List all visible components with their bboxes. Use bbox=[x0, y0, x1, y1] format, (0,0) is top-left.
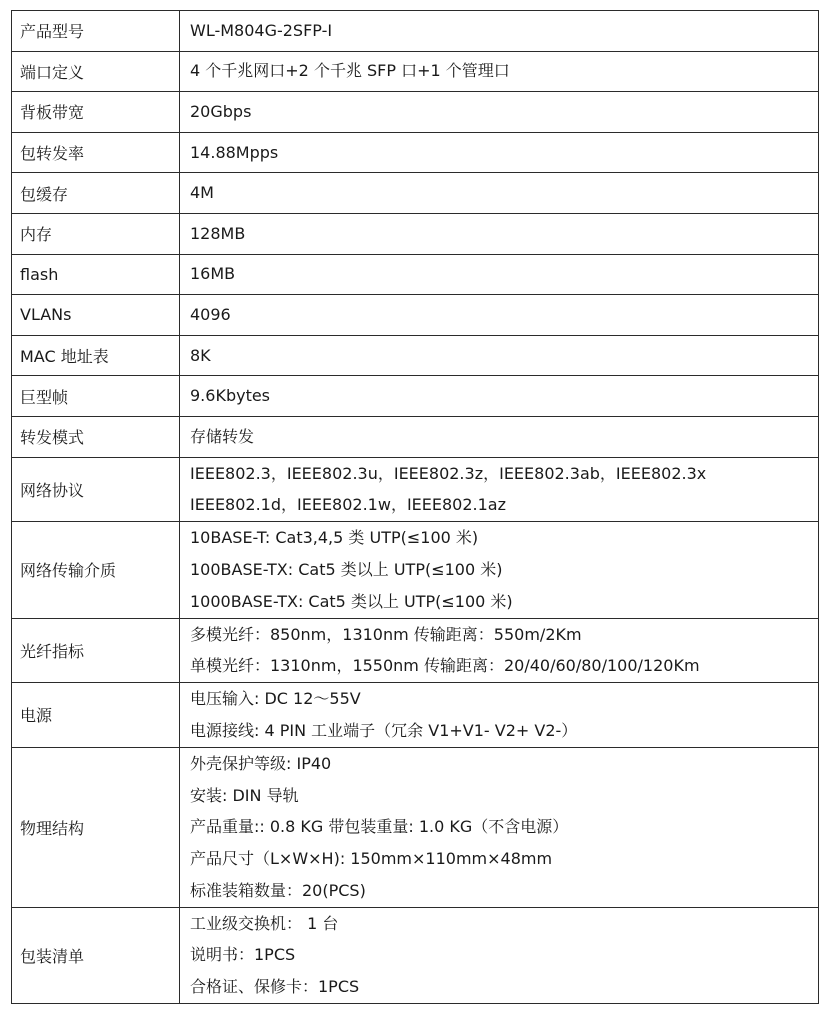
spec-value-line: 产品重量:: 0.8 KG 带包装重量: 1.0 KG（不含电源） bbox=[190, 817, 569, 837]
spec-value bbox=[180, 173, 819, 214]
spec-label: 网络传输介质 bbox=[12, 522, 180, 618]
spec-value bbox=[180, 295, 819, 336]
spec-value-line: 100BASE-TX: Cat5 类以上 UTP(≤100 米) bbox=[190, 559, 503, 579]
spec-value-line: WL-M804G-2SFP-I bbox=[190, 20, 333, 40]
spec-value bbox=[180, 51, 819, 92]
spec-value bbox=[180, 376, 819, 417]
spec-value bbox=[180, 416, 819, 457]
spec-value-line: 单模光纤：1310nm，1550nm 传输距离：20/40/60/80/100/120Km bbox=[190, 656, 700, 676]
spec-value-line: 9.6Kbytes bbox=[190, 386, 271, 406]
spec-label: 内存 bbox=[12, 213, 180, 254]
table-row bbox=[12, 618, 819, 683]
table-row bbox=[12, 254, 819, 295]
spec-value-line: 外壳保护等级: IP40 bbox=[190, 753, 332, 773]
spec-value-line: 电压输入: DC 12～55V bbox=[190, 689, 361, 709]
spec-label: 网络协议 bbox=[12, 457, 180, 522]
spec-label: 包缓存 bbox=[12, 173, 180, 214]
spec-value-line: 4 个千兆网口+2 个千兆 SFP 口+1 个管理口 bbox=[190, 61, 510, 81]
spec-value bbox=[180, 132, 819, 173]
spec-value-line: 128MB bbox=[190, 223, 246, 243]
spec-value-line: 1000BASE-TX: Cat5 类以上 UTP(≤100 米) bbox=[190, 591, 513, 611]
spec-label: 光纤指标 bbox=[12, 618, 180, 683]
spec-value bbox=[180, 522, 819, 618]
spec-table bbox=[11, 10, 819, 1004]
spec-label: 端口定义 bbox=[12, 51, 180, 92]
spec-value-line: 多模光纤：850nm，1310nm 传输距离：550m/2Km bbox=[190, 624, 582, 644]
spec-label: 包装清单 bbox=[12, 907, 180, 1003]
table-row bbox=[12, 213, 819, 254]
table-row bbox=[12, 295, 819, 336]
spec-label: 产品型号 bbox=[12, 11, 180, 52]
spec-value bbox=[180, 907, 819, 1003]
spec-label: VLANs bbox=[12, 295, 180, 336]
spec-value-line: 4096 bbox=[190, 305, 231, 325]
spec-value bbox=[180, 618, 819, 683]
spec-value-line: IEEE802.3，IEEE802.3u，IEEE802.3z，IEEE802.3ab，IEEE802.3x bbox=[190, 463, 707, 483]
spec-value bbox=[180, 683, 819, 748]
spec-value-line: 工业级交换机： 1 台 bbox=[190, 913, 339, 933]
spec-label: 电源 bbox=[12, 683, 180, 748]
table-row bbox=[12, 376, 819, 417]
spec-value-line: 安装: DIN 导轨 bbox=[190, 785, 299, 805]
spec-label: flash bbox=[12, 254, 180, 295]
spec-value-line: 14.88Mpps bbox=[190, 142, 279, 162]
table-row bbox=[12, 92, 819, 133]
spec-value-line: 产品尺寸（L×W×H): 150mm×110mm×48mm bbox=[190, 849, 553, 869]
spec-value bbox=[180, 335, 819, 376]
spec-table-body bbox=[12, 11, 819, 1004]
spec-label: MAC 地址表 bbox=[12, 335, 180, 376]
table-row bbox=[12, 11, 819, 52]
table-row bbox=[12, 457, 819, 522]
spec-value-line: 16MB bbox=[190, 264, 236, 284]
spec-value-line: 标准装箱数量：20(PCS) bbox=[190, 880, 366, 900]
spec-label: 背板带宽 bbox=[12, 92, 180, 133]
table-row bbox=[12, 747, 819, 907]
table-row bbox=[12, 51, 819, 92]
spec-value-line: IEEE802.1d，IEEE802.1w，IEEE802.1az bbox=[190, 495, 507, 515]
spec-value-line: 存储转发 bbox=[190, 426, 255, 446]
table-row bbox=[12, 522, 819, 618]
spec-value-line: 20Gbps bbox=[190, 102, 252, 122]
spec-label: 物理结构 bbox=[12, 747, 180, 907]
spec-value bbox=[180, 11, 819, 52]
table-row bbox=[12, 173, 819, 214]
spec-value-line: 4M bbox=[190, 183, 214, 203]
table-row bbox=[12, 416, 819, 457]
spec-label: 转发模式 bbox=[12, 416, 180, 457]
spec-value bbox=[180, 213, 819, 254]
spec-value bbox=[180, 457, 819, 522]
spec-label: 巨型帧 bbox=[12, 376, 180, 417]
spec-value bbox=[180, 254, 819, 295]
spec-value-line: 8K bbox=[190, 345, 211, 365]
table-row bbox=[12, 683, 819, 748]
spec-label: 包转发率 bbox=[12, 132, 180, 173]
spec-value bbox=[180, 92, 819, 133]
spec-value-line: 说明书：1PCS bbox=[190, 945, 296, 965]
spec-value-line: 合格证、保修卡：1PCS bbox=[190, 977, 360, 997]
table-row bbox=[12, 335, 819, 376]
spec-value bbox=[180, 747, 819, 907]
spec-value-line: 10BASE-T: Cat3,4,5 类 UTP(≤100 米) bbox=[190, 528, 479, 548]
table-row bbox=[12, 907, 819, 1003]
spec-value-line: 电源接线: 4 PIN 工业端子（冗余 V1+V1- V2+ V2-） bbox=[190, 720, 578, 740]
table-row bbox=[12, 132, 819, 173]
